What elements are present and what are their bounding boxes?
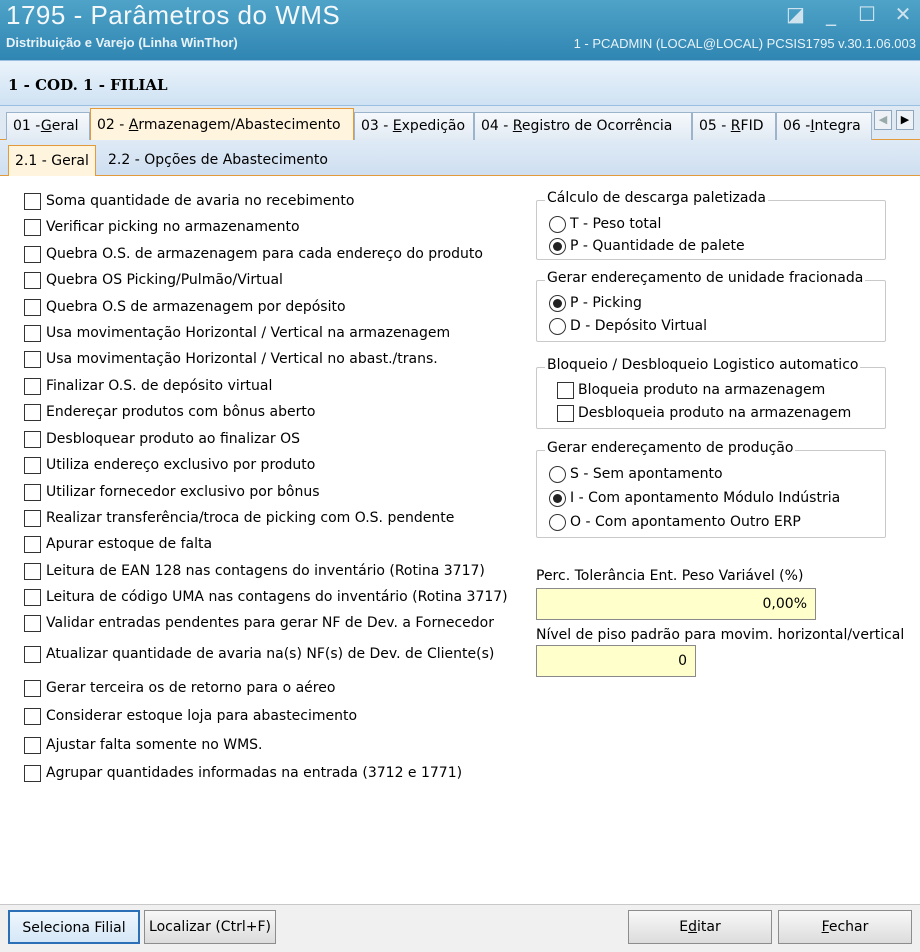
close-icon[interactable]: ✕: [894, 2, 912, 26]
window-subtitle: Distribuição e Varejo (Linha WinThor): [6, 35, 238, 50]
checkbox[interactable]: [24, 272, 41, 289]
group-descarga-paletizada: [536, 190, 886, 260]
editar-button[interactable]: Editar: [628, 910, 772, 944]
checkbox-row[interactable]: Realizar transferência/troca de picking com O.S. pendente: [24, 508, 454, 528]
tolerancia-label: Perc. Tolerância Ent. Peso Variável (%): [536, 568, 804, 584]
checkbox[interactable]: [24, 765, 41, 782]
checkbox-row[interactable]: Ajustar falta somente no WMS.: [24, 735, 263, 755]
radio-sem-apontamento[interactable]: S - Sem apontamento: [549, 464, 723, 484]
radio-button-selected[interactable]: [549, 238, 566, 255]
radio-peso-total[interactable]: T - Peso total: [549, 214, 661, 234]
checkbox[interactable]: [24, 246, 41, 263]
checkbox-row[interactable]: Finalizar O.S. de depósito virtual: [24, 376, 272, 396]
checkbox[interactable]: [24, 299, 41, 316]
group-bloqueio-logistico: [536, 357, 886, 429]
tab-geral[interactable]: 01 -Geral: [6, 112, 90, 140]
checkbox[interactable]: [24, 431, 41, 448]
radio-button-selected[interactable]: [549, 490, 566, 507]
checkbox-row[interactable]: Utilizar fornecedor exclusivo por bônus: [24, 482, 320, 502]
checkbox[interactable]: [24, 563, 41, 580]
subtab-opcoes-abastecimento[interactable]: 2.2 - Opções de Abastecimento: [108, 152, 328, 168]
filial-header: [0, 60, 920, 106]
checkbox[interactable]: [24, 404, 41, 421]
checkbox[interactable]: [24, 457, 41, 474]
radio-quantidade-palete[interactable]: P - Quantidade de palete: [549, 236, 745, 256]
checkbox[interactable]: [24, 708, 41, 725]
tab-registro-ocorrencia[interactable]: 04 - Registro de Ocorrência: [474, 112, 692, 140]
checkbox[interactable]: [24, 193, 41, 210]
tab-armazenagem[interactable]: 02 - Armazenagem/Abastecimento: [90, 108, 354, 141]
checkbox[interactable]: [24, 351, 41, 368]
group-label: Bloqueio / Desbloqueio Logistico automatico: [547, 357, 859, 373]
radio-modulo-industria[interactable]: I - Com apontamento Módulo Indústria: [549, 488, 840, 508]
piso-label: Nível de piso padrão para movim. horizontal/vertical: [536, 627, 905, 643]
checkbox-row[interactable]: Usa movimentação Horizontal / Vertical no abast./trans.: [24, 349, 438, 369]
checkbox-row[interactable]: Gerar terceira os de retorno para o aéreo: [24, 678, 335, 698]
checkbox-row[interactable]: Leitura de EAN 128 nas contagens do inventário (Rotina 3717): [24, 561, 485, 581]
checkbox-row[interactable]: Atualizar quantidade de avaria na(s) NF(s) de Dev. de Cliente(s): [24, 644, 494, 664]
checkbox-row[interactable]: Endereçar produtos com bônus aberto: [24, 402, 315, 422]
content-panel: [0, 176, 920, 904]
checkbox[interactable]: [24, 484, 41, 501]
tab-rfid[interactable]: 05 - RFID: [692, 112, 776, 140]
group-label: Gerar endereçamento de produção: [547, 440, 794, 456]
fechar-button[interactable]: Fechar: [778, 910, 912, 944]
checkbox[interactable]: [557, 382, 574, 399]
radio-picking[interactable]: P - Picking: [549, 293, 642, 313]
group-label: Gerar endereçamento de unidade fracionada: [547, 270, 864, 286]
checkbox[interactable]: [24, 325, 41, 342]
checkbox[interactable]: [24, 646, 41, 663]
checkbox-row[interactable]: Apurar estoque de falta: [24, 534, 212, 554]
group-enderecamento-producao: [536, 440, 886, 538]
filial-label: 1 - COD. 1 - FILIAL: [8, 76, 168, 94]
restore-icon[interactable]: ◪: [786, 2, 805, 26]
checkbox[interactable]: [24, 378, 41, 395]
radio-button[interactable]: [549, 216, 566, 233]
window-title: 1795 - Parâmetros do WMS: [6, 0, 341, 30]
checkbox[interactable]: [24, 510, 41, 527]
checkbox-row[interactable]: Validar entradas pendentes para gerar NF de Dev. a Fornecedor: [24, 613, 494, 633]
checkbox-row[interactable]: Utiliza endereço exclusivo por produto: [24, 455, 315, 475]
radio-outro-erp[interactable]: O - Com apontamento Outro ERP: [549, 512, 801, 532]
checkbox-bloqueia[interactable]: Bloqueia produto na armazenagem: [557, 380, 825, 400]
checkbox[interactable]: [24, 615, 41, 632]
checkbox-row[interactable]: Usa movimentação Horizontal / Vertical na armazenagem: [24, 323, 450, 343]
main-tabs: [0, 106, 920, 140]
user-info: 1 - PCADMIN (LOCAL@LOCAL) PCSIS1795 v.30.1.06.003: [573, 36, 916, 51]
minimize-icon[interactable]: _: [826, 2, 836, 26]
tab-expedicao[interactable]: 03 - Expedição: [354, 112, 474, 140]
checkbox-row[interactable]: Leitura de código UMA nas contagens do inventário (Rotina 3717): [24, 587, 508, 607]
tab-integra[interactable]: 06 -Integra: [776, 112, 872, 140]
radio-button[interactable]: [549, 318, 566, 335]
checkbox[interactable]: [24, 737, 41, 754]
group-label: Cálculo de descarga paletizada: [547, 190, 766, 206]
checkbox-row[interactable]: Agrupar quantidades informadas na entrada (3712 e 1771): [24, 763, 462, 783]
checkbox[interactable]: [24, 589, 41, 606]
checkbox-desbloqueia[interactable]: Desbloqueia produto na armazenagem: [557, 403, 851, 423]
checkbox-row[interactable]: Verificar picking no armazenamento: [24, 217, 300, 237]
title-bar: [0, 0, 920, 60]
checkbox[interactable]: [24, 219, 41, 236]
radio-button[interactable]: [549, 514, 566, 531]
sub-tabs: [0, 140, 920, 176]
tolerancia-field[interactable]: 0,00%: [536, 588, 816, 620]
checkbox-row[interactable]: Quebra O.S de armazenagem por depósito: [24, 297, 346, 317]
subtab-geral[interactable]: 2.1 - Geral: [8, 145, 96, 176]
scroll-left-icon[interactable]: ◀: [874, 110, 892, 130]
checkbox-row[interactable]: Quebra OS Picking/Pulmão/Virtual: [24, 270, 283, 290]
checkbox-row[interactable]: Considerar estoque loja para abastecimento: [24, 706, 357, 726]
radio-deposito-virtual[interactable]: D - Depósito Virtual: [549, 316, 707, 336]
checkbox-row[interactable]: Soma quantidade de avaria no recebimento: [24, 191, 354, 211]
localizar-button[interactable]: Localizar (Ctrl+F): [144, 910, 276, 944]
group-unidade-fracionada: [536, 270, 886, 342]
scroll-right-icon[interactable]: ▶: [896, 110, 914, 130]
checkbox[interactable]: [557, 405, 574, 422]
checkbox[interactable]: [24, 536, 41, 553]
maximize-icon[interactable]: ☐: [858, 2, 876, 26]
checkbox-row[interactable]: Quebra O.S. de armazenagem para cada endereço do produto: [24, 244, 483, 264]
seleciona-filial-button[interactable]: Seleciona Filial: [8, 910, 140, 944]
radio-button-selected[interactable]: [549, 295, 566, 312]
radio-button[interactable]: [549, 466, 566, 483]
window-controls: [786, 2, 912, 26]
checkbox[interactable]: [24, 680, 41, 697]
piso-field[interactable]: 0: [536, 645, 696, 677]
checkbox-row[interactable]: Desbloquear produto ao finalizar OS: [24, 429, 300, 449]
